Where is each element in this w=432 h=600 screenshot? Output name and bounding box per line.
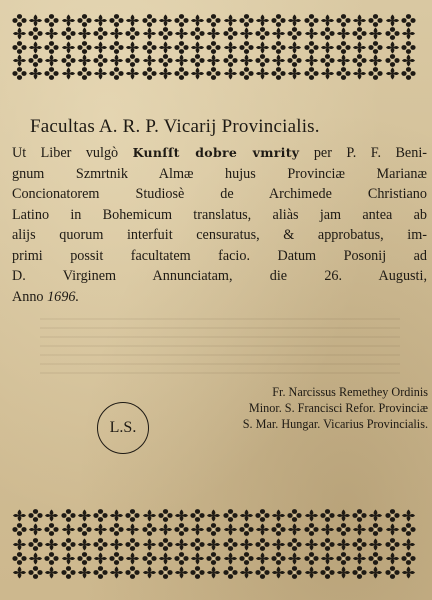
ornament-row (12, 509, 416, 522)
floral-fleuron-icon (190, 67, 205, 80)
floral-fleuron-icon (109, 41, 124, 54)
show-through-texture (40, 318, 400, 378)
floral-fleuron-icon (271, 54, 286, 67)
body-line-7: D. Virginem Annunciatam, die 26. Augusti, (12, 268, 427, 284)
seal-text: L.S. (109, 419, 137, 436)
floral-fleuron-icon (158, 552, 173, 565)
floral-fleuron-icon (28, 67, 43, 80)
floral-fleuron-icon (206, 27, 221, 40)
floral-fleuron-icon (287, 67, 302, 80)
ornament-row (12, 523, 416, 536)
floral-fleuron-icon (77, 67, 92, 80)
floral-fleuron-icon (271, 523, 286, 536)
floral-fleuron-icon (158, 509, 173, 522)
floral-fleuron-icon (12, 538, 27, 551)
floral-fleuron-icon (385, 523, 400, 536)
floral-fleuron-icon (77, 523, 92, 536)
floral-fleuron-icon (352, 523, 367, 536)
floral-fleuron-icon (352, 566, 367, 579)
floral-fleuron-icon (223, 566, 238, 579)
floral-fleuron-icon (385, 41, 400, 54)
floral-fleuron-icon (255, 538, 270, 551)
floral-fleuron-icon (158, 523, 173, 536)
body-line-5: alijs quorum interfuit censuratus, & approbatus, im- (12, 227, 427, 243)
floral-fleuron-icon (206, 509, 221, 522)
floral-fleuron-icon (287, 538, 302, 551)
year-label: Anno (12, 288, 44, 305)
floral-fleuron-icon (44, 27, 59, 40)
floral-fleuron-icon (142, 27, 157, 40)
floral-fleuron-icon (174, 509, 189, 522)
year-value: 1696. (47, 288, 79, 305)
floral-fleuron-icon (12, 523, 27, 536)
floral-fleuron-icon (93, 552, 108, 565)
floral-fleuron-icon (206, 538, 221, 551)
floral-fleuron-icon (174, 27, 189, 40)
floral-fleuron-icon (223, 523, 238, 536)
bottom-ornamental-border (12, 509, 416, 579)
floral-fleuron-icon (401, 523, 416, 536)
floral-fleuron-icon (271, 509, 286, 522)
ornament-row (12, 41, 416, 54)
floral-fleuron-icon (336, 27, 351, 40)
floral-fleuron-icon (352, 552, 367, 565)
floral-fleuron-icon (320, 54, 335, 67)
floral-fleuron-icon (12, 566, 27, 579)
floral-fleuron-icon (368, 27, 383, 40)
floral-fleuron-icon (320, 67, 335, 80)
floral-fleuron-icon (142, 552, 157, 565)
floral-fleuron-icon (287, 54, 302, 67)
floral-fleuron-icon (368, 552, 383, 565)
floral-fleuron-icon (287, 14, 302, 27)
floral-fleuron-icon (239, 27, 254, 40)
floral-fleuron-icon (190, 41, 205, 54)
floral-fleuron-icon (223, 41, 238, 54)
floral-fleuron-icon (320, 41, 335, 54)
floral-fleuron-icon (385, 14, 400, 27)
floral-fleuron-icon (158, 538, 173, 551)
floral-fleuron-icon (401, 27, 416, 40)
floral-fleuron-icon (158, 67, 173, 80)
floral-fleuron-icon (44, 67, 59, 80)
floral-fleuron-icon (77, 566, 92, 579)
floral-fleuron-icon (174, 538, 189, 551)
floral-fleuron-icon (158, 27, 173, 40)
floral-fleuron-icon (368, 566, 383, 579)
floral-fleuron-icon (44, 566, 59, 579)
body-line-1-start: Ut Liber vulgò (12, 145, 133, 161)
floral-fleuron-icon (239, 538, 254, 551)
floral-fleuron-icon (255, 523, 270, 536)
floral-fleuron-icon (352, 538, 367, 551)
floral-fleuron-icon (190, 14, 205, 27)
ornament-row (12, 54, 416, 67)
floral-fleuron-icon (223, 27, 238, 40)
floral-fleuron-icon (109, 54, 124, 67)
floral-fleuron-icon (109, 67, 124, 80)
top-ornamental-border (12, 14, 416, 80)
floral-fleuron-icon (93, 538, 108, 551)
floral-fleuron-icon (190, 566, 205, 579)
signature-line-3: S. Mar. Hungar. Vicarius Provincialis. (242, 417, 428, 431)
floral-fleuron-icon (368, 538, 383, 551)
floral-fleuron-icon (61, 41, 76, 54)
floral-fleuron-icon (320, 566, 335, 579)
floral-fleuron-icon (320, 538, 335, 551)
signature-block (188, 384, 428, 432)
floral-fleuron-icon (142, 67, 157, 80)
body-line-6: primi possit facultatem facio. Datum Posonij ad (12, 247, 427, 264)
floral-fleuron-icon (109, 14, 124, 27)
document-heading: Facultas A. R. P. Vicarij Provincialis. (30, 116, 320, 137)
floral-fleuron-icon (206, 67, 221, 80)
floral-fleuron-icon (385, 67, 400, 80)
floral-fleuron-icon (320, 552, 335, 565)
floral-fleuron-icon (12, 67, 27, 80)
floral-fleuron-icon (271, 41, 286, 54)
floral-fleuron-icon (61, 538, 76, 551)
floral-fleuron-icon (206, 54, 221, 67)
floral-fleuron-icon (271, 538, 286, 551)
floral-fleuron-icon (368, 14, 383, 27)
floral-fleuron-icon (255, 54, 270, 67)
floral-fleuron-icon (12, 552, 27, 565)
floral-fleuron-icon (190, 538, 205, 551)
floral-fleuron-icon (93, 54, 108, 67)
floral-fleuron-icon (320, 523, 335, 536)
floral-fleuron-icon (61, 523, 76, 536)
floral-fleuron-icon (44, 523, 59, 536)
floral-fleuron-icon (12, 54, 27, 67)
floral-fleuron-icon (401, 54, 416, 67)
ornament-row (12, 14, 416, 27)
floral-fleuron-icon (206, 552, 221, 565)
floral-fleuron-icon (255, 27, 270, 40)
floral-fleuron-icon (77, 41, 92, 54)
floral-fleuron-icon (77, 538, 92, 551)
floral-fleuron-icon (336, 523, 351, 536)
floral-fleuron-icon (206, 14, 221, 27)
floral-fleuron-icon (190, 523, 205, 536)
floral-fleuron-icon (174, 552, 189, 565)
floral-fleuron-icon (93, 14, 108, 27)
floral-fleuron-icon (158, 54, 173, 67)
floral-fleuron-icon (61, 509, 76, 522)
floral-fleuron-icon (28, 14, 43, 27)
floral-fleuron-icon (93, 566, 108, 579)
floral-fleuron-icon (174, 523, 189, 536)
floral-fleuron-icon (125, 566, 140, 579)
floral-fleuron-icon (174, 14, 189, 27)
floral-fleuron-icon (304, 523, 319, 536)
floral-fleuron-icon (336, 67, 351, 80)
floral-fleuron-icon (304, 41, 319, 54)
floral-fleuron-icon (190, 552, 205, 565)
floral-fleuron-icon (28, 566, 43, 579)
ornament-row (12, 27, 416, 40)
floral-fleuron-icon (174, 54, 189, 67)
floral-fleuron-icon (125, 523, 140, 536)
floral-fleuron-icon (304, 54, 319, 67)
floral-fleuron-icon (271, 27, 286, 40)
floral-fleuron-icon (368, 523, 383, 536)
floral-fleuron-icon (125, 14, 140, 27)
floral-fleuron-icon (28, 538, 43, 551)
floral-fleuron-icon (158, 566, 173, 579)
ornament-row (12, 552, 416, 565)
floral-fleuron-icon (12, 509, 27, 522)
floral-fleuron-icon (239, 54, 254, 67)
floral-fleuron-icon (206, 523, 221, 536)
floral-fleuron-icon (158, 41, 173, 54)
floral-fleuron-icon (109, 509, 124, 522)
floral-fleuron-icon (109, 552, 124, 565)
floral-fleuron-icon (223, 538, 238, 551)
floral-fleuron-icon (44, 509, 59, 522)
body-text (12, 143, 427, 307)
floral-fleuron-icon (28, 523, 43, 536)
floral-fleuron-icon (239, 523, 254, 536)
floral-fleuron-icon (368, 67, 383, 80)
floral-fleuron-icon (336, 552, 351, 565)
floral-fleuron-icon (28, 27, 43, 40)
floral-fleuron-icon (125, 41, 140, 54)
floral-fleuron-icon (142, 509, 157, 522)
floral-fleuron-icon (61, 14, 76, 27)
floral-fleuron-icon (255, 566, 270, 579)
floral-fleuron-icon (223, 54, 238, 67)
floral-fleuron-icon (320, 14, 335, 27)
floral-fleuron-icon (352, 509, 367, 522)
floral-fleuron-icon (142, 566, 157, 579)
floral-fleuron-icon (255, 41, 270, 54)
floral-fleuron-icon (320, 27, 335, 40)
floral-fleuron-icon (142, 41, 157, 54)
floral-fleuron-icon (142, 14, 157, 27)
floral-fleuron-icon (77, 14, 92, 27)
floral-fleuron-icon (271, 552, 286, 565)
floral-fleuron-icon (109, 523, 124, 536)
signature-line-1: Fr. Narcissus Remethey Ordinis (272, 385, 428, 399)
floral-fleuron-icon (287, 41, 302, 54)
body-line-2: gnum Szmrtnik Almæ hujus Provinciæ Marianæ (12, 165, 427, 182)
floral-fleuron-icon (271, 566, 286, 579)
floral-fleuron-icon (239, 14, 254, 27)
floral-fleuron-icon (271, 14, 286, 27)
floral-fleuron-icon (28, 509, 43, 522)
floral-fleuron-icon (77, 54, 92, 67)
floral-fleuron-icon (239, 41, 254, 54)
floral-fleuron-icon (109, 538, 124, 551)
floral-fleuron-icon (304, 566, 319, 579)
floral-fleuron-icon (28, 552, 43, 565)
floral-fleuron-icon (368, 509, 383, 522)
floral-fleuron-icon (287, 566, 302, 579)
floral-fleuron-icon (304, 27, 319, 40)
floral-fleuron-icon (77, 552, 92, 565)
floral-fleuron-icon (287, 27, 302, 40)
floral-fleuron-icon (385, 538, 400, 551)
floral-fleuron-icon (125, 67, 140, 80)
floral-fleuron-icon (28, 41, 43, 54)
floral-fleuron-icon (77, 509, 92, 522)
floral-fleuron-icon (385, 552, 400, 565)
floral-fleuron-icon (223, 509, 238, 522)
floral-fleuron-icon (61, 27, 76, 40)
floral-fleuron-icon (44, 41, 59, 54)
floral-fleuron-icon (255, 14, 270, 27)
floral-fleuron-icon (239, 509, 254, 522)
floral-fleuron-icon (61, 552, 76, 565)
body-line-1-end: per P. F. Beni- (299, 145, 427, 161)
signature-line-2: Minor. S. Francisci Refor. Provinciæ (248, 401, 428, 415)
floral-fleuron-icon (44, 552, 59, 565)
floral-fleuron-icon (401, 552, 416, 565)
floral-fleuron-icon (255, 67, 270, 80)
floral-fleuron-icon (93, 67, 108, 80)
floral-fleuron-icon (401, 509, 416, 522)
ornament-row (12, 538, 416, 551)
floral-fleuron-icon (174, 41, 189, 54)
floral-fleuron-icon (158, 14, 173, 27)
floral-fleuron-icon (255, 509, 270, 522)
floral-fleuron-icon (174, 67, 189, 80)
floral-fleuron-icon (304, 67, 319, 80)
floral-fleuron-icon (368, 54, 383, 67)
floral-fleuron-icon (223, 552, 238, 565)
floral-fleuron-icon (336, 566, 351, 579)
floral-fleuron-icon (190, 509, 205, 522)
floral-fleuron-icon (401, 566, 416, 579)
floral-fleuron-icon (44, 54, 59, 67)
floral-fleuron-icon (77, 27, 92, 40)
floral-fleuron-icon (385, 54, 400, 67)
floral-fleuron-icon (239, 552, 254, 565)
floral-fleuron-icon (385, 509, 400, 522)
floral-fleuron-icon (12, 41, 27, 54)
floral-fleuron-icon (109, 27, 124, 40)
floral-fleuron-icon (255, 552, 270, 565)
floral-fleuron-icon (352, 67, 367, 80)
floral-fleuron-icon (304, 552, 319, 565)
floral-fleuron-icon (61, 566, 76, 579)
floral-fleuron-icon (401, 538, 416, 551)
floral-fleuron-icon (125, 27, 140, 40)
floral-fleuron-icon (109, 566, 124, 579)
ornament-row (12, 566, 416, 579)
floral-fleuron-icon (125, 552, 140, 565)
floral-fleuron-icon (287, 552, 302, 565)
floral-fleuron-icon (142, 538, 157, 551)
floral-fleuron-icon (174, 566, 189, 579)
floral-fleuron-icon (336, 538, 351, 551)
floral-fleuron-icon (223, 67, 238, 80)
floral-fleuron-icon (206, 566, 221, 579)
floral-fleuron-icon (336, 509, 351, 522)
floral-fleuron-icon (61, 67, 76, 80)
year-line (12, 287, 427, 308)
floral-fleuron-icon (142, 54, 157, 67)
floral-fleuron-icon (12, 27, 27, 40)
fraktur-book-title: Kunſſt dobre vmrity (132, 145, 300, 160)
floral-fleuron-icon (125, 509, 140, 522)
floral-fleuron-icon (271, 67, 286, 80)
floral-fleuron-icon (61, 54, 76, 67)
floral-fleuron-icon (352, 41, 367, 54)
floral-fleuron-icon (368, 41, 383, 54)
floral-fleuron-icon (28, 54, 43, 67)
floral-fleuron-icon (239, 566, 254, 579)
floral-fleuron-icon (142, 523, 157, 536)
floral-fleuron-icon (93, 27, 108, 40)
floral-fleuron-icon (352, 14, 367, 27)
floral-fleuron-icon (304, 538, 319, 551)
floral-fleuron-icon (93, 523, 108, 536)
floral-fleuron-icon (336, 54, 351, 67)
floral-fleuron-icon (223, 14, 238, 27)
floral-fleuron-icon (385, 27, 400, 40)
floral-fleuron-icon (206, 41, 221, 54)
floral-fleuron-icon (44, 538, 59, 551)
floral-fleuron-icon (352, 54, 367, 67)
floral-fleuron-icon (190, 27, 205, 40)
floral-fleuron-icon (385, 566, 400, 579)
floral-fleuron-icon (125, 538, 140, 551)
floral-fleuron-icon (190, 54, 205, 67)
body-line-4: Latino in Bohemicum translatus, aliàs jam antea ab (12, 206, 427, 223)
body-line-3: Concionatorem Studiosè de Archimede Christiano (12, 186, 427, 202)
floral-fleuron-icon (287, 523, 302, 536)
floral-fleuron-icon (125, 54, 140, 67)
floral-fleuron-icon (401, 67, 416, 80)
floral-fleuron-icon (12, 14, 27, 27)
floral-fleuron-icon (336, 41, 351, 54)
floral-fleuron-icon (320, 509, 335, 522)
floral-fleuron-icon (93, 41, 108, 54)
floral-fleuron-icon (352, 27, 367, 40)
floral-fleuron-icon (287, 509, 302, 522)
floral-fleuron-icon (239, 67, 254, 80)
floral-fleuron-icon (401, 14, 416, 27)
floral-fleuron-icon (401, 41, 416, 54)
seal-locus-sigilli (97, 402, 149, 454)
floral-fleuron-icon (93, 509, 108, 522)
floral-fleuron-icon (304, 14, 319, 27)
floral-fleuron-icon (304, 509, 319, 522)
body-line-1 (12, 143, 427, 164)
ornament-row (12, 67, 416, 80)
floral-fleuron-icon (336, 14, 351, 27)
floral-fleuron-icon (44, 14, 59, 27)
